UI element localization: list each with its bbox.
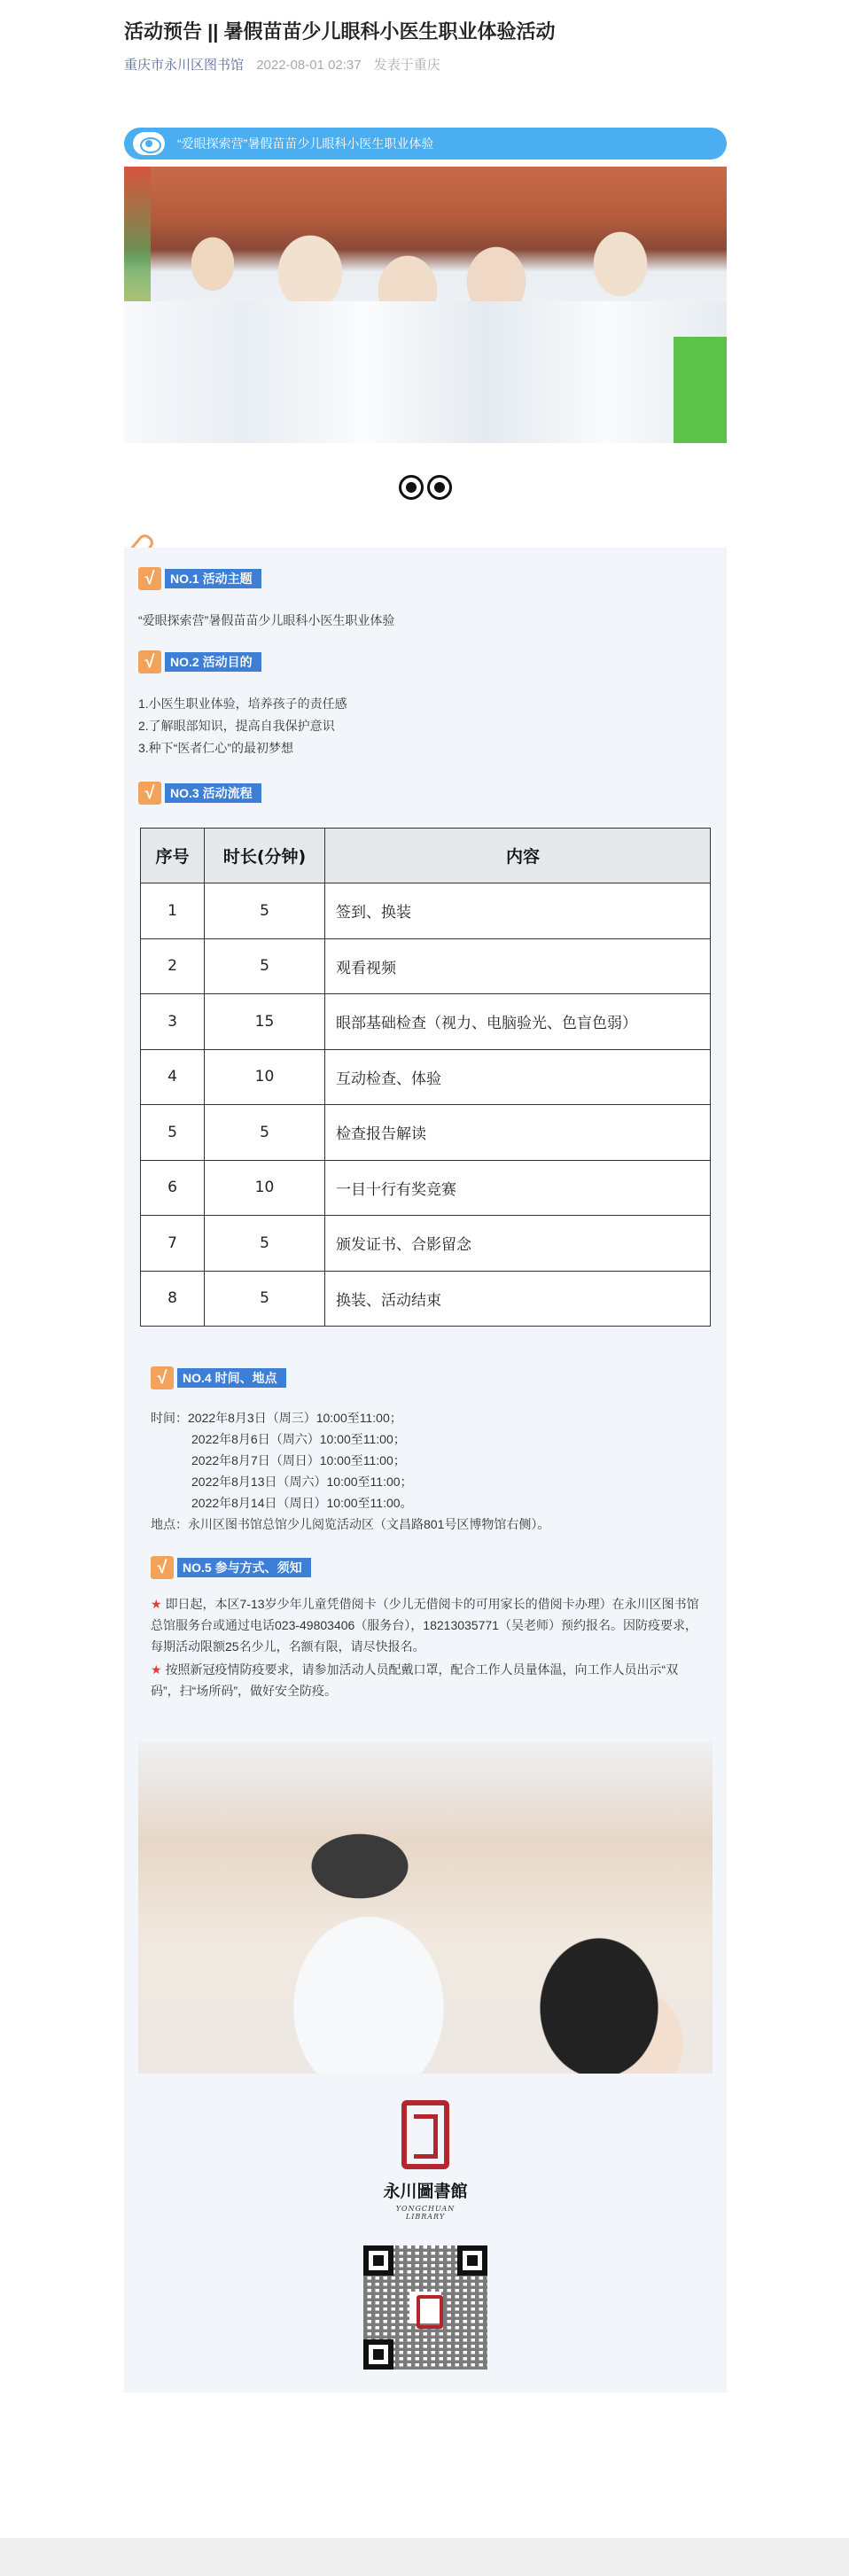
article-meta <box>124 55 440 74</box>
publish-date: 2022-08-01 02:37 <box>256 58 362 73</box>
library-english-name: YONGCHUAN LIBRARY <box>395 2205 456 2221</box>
white-coats <box>124 301 727 443</box>
section-label: NO.3 活动流程 <box>165 783 261 803</box>
table-row <box>141 883 711 939</box>
divider-dots <box>124 475 727 504</box>
cell-content: 一目十行有奖竞赛 <box>325 1160 711 1216</box>
time-line-5: 2022年8月14日（周日）10:00至11:00。 <box>191 1496 413 1510</box>
check-icon: √ <box>151 1556 174 1579</box>
green-stool <box>674 337 727 443</box>
qr-code <box>363 2245 487 2370</box>
content-panel <box>124 548 727 2393</box>
library-name: 永川圖書館 <box>383 2182 468 2201</box>
header-duration: 时长(分钟) <box>205 829 325 883</box>
cell-duration: 5 <box>205 938 325 994</box>
cell-content: 检查报告解读 <box>325 1105 711 1161</box>
banner-bar <box>124 128 727 160</box>
signup-paragraph <box>151 1593 700 1657</box>
check-icon: √ <box>138 782 161 805</box>
activity-photo-vr <box>138 1742 713 2074</box>
banner-text: “爱眼探索营”暑假苗苗少儿眼科小医生职业体验 <box>177 136 434 151</box>
star-icon: ★ <box>151 1597 162 1611</box>
cell-index: 6 <box>141 1160 205 1216</box>
cell-duration: 5 <box>205 1271 325 1327</box>
table-row <box>141 1216 711 1272</box>
library-seal-icon <box>401 2100 449 2169</box>
library-logo <box>375 2100 476 2224</box>
section-label: NO.4 时间、地点 <box>177 1368 286 1388</box>
cell-content: 颁发证书、合影留念 <box>325 1216 711 1272</box>
cell-index: 2 <box>141 938 205 994</box>
header-content: 内容 <box>325 829 711 883</box>
qr-finder <box>363 2339 393 2370</box>
time-line-3: 2022年8月7日（周日）10:00至11:00； <box>191 1453 406 1467</box>
cell-content: 签到、换装 <box>325 883 711 939</box>
cell-content: 观看视频 <box>325 938 711 994</box>
table-header-row <box>141 829 711 883</box>
dot-icon <box>427 475 452 500</box>
safety-paragraph <box>151 1659 700 1701</box>
cell-duration: 15 <box>205 994 325 1050</box>
dot-icon <box>399 475 424 500</box>
purpose-line-1: 1.小医生职业体验，培养孩子的责任感 <box>138 697 347 711</box>
cell-duration: 5 <box>205 1105 325 1161</box>
article-title: 活动预告 || 暑假苗苗少儿眼科小医生职业体验活动 <box>124 20 556 43</box>
safety-text: 按照新冠疫情防疫要求，请参加活动人员配戴口罩，配合工作人员量体温，向工作人员出示“双码”，扫“场所码”，做好安全防疫。 <box>151 1662 679 1698</box>
cell-duration: 10 <box>205 1160 325 1216</box>
qr-finder <box>363 2245 393 2276</box>
cell-content: 互动检查、体验 <box>325 1049 711 1105</box>
table-row <box>141 1160 711 1216</box>
time-line-2: 2022年8月6日（周六）10:00至11:00； <box>191 1432 406 1446</box>
cell-index: 3 <box>141 994 205 1050</box>
check-icon: √ <box>151 1366 174 1389</box>
check-icon: √ <box>138 650 161 673</box>
qr-logo-icon <box>409 2292 441 2323</box>
section-1-body: “爱眼探索营”暑假苗苗少儿眼科小医生职业体验 <box>138 613 395 627</box>
qr-finder <box>457 2245 487 2276</box>
time-prefix: 时间： <box>151 1411 188 1425</box>
section-label: NO.5 参与方式、须知 <box>177 1558 311 1577</box>
section-label: NO.2 活动目的 <box>165 652 261 672</box>
cell-index: 4 <box>141 1049 205 1105</box>
table-row <box>141 1271 711 1327</box>
header-index: 序号 <box>141 829 205 883</box>
cell-content: 眼部基础检查（视力、电脑验光、色盲色弱） <box>325 994 711 1050</box>
purpose-line-2: 2.了解眼部知识，提高自我保护意识 <box>138 719 335 733</box>
cell-content: 换装、活动结束 <box>325 1271 711 1327</box>
time-line-4: 2022年8月13日（周六）10:00至11:00； <box>191 1475 413 1489</box>
purpose-line-3: 3.种下“医者仁心”的最初梦想 <box>138 741 293 755</box>
cell-duration: 5 <box>205 1216 325 1272</box>
cell-index: 7 <box>141 1216 205 1272</box>
star-icon: ★ <box>151 1662 162 1677</box>
place-line: 地点：永川区图书馆总馆少儿阅览活动区（文昌路801号区博物馆右侧）。 <box>151 1517 550 1531</box>
table-row <box>141 1105 711 1161</box>
footer-bar <box>0 2538 849 2576</box>
publish-location: 发表于重庆 <box>373 58 440 73</box>
activity-photo-children <box>124 167 727 443</box>
check-icon: √ <box>138 567 161 590</box>
time-line-1 <box>151 1409 402 1427</box>
table-row <box>141 938 711 994</box>
table-row <box>141 1049 711 1105</box>
cell-index: 5 <box>141 1105 205 1161</box>
time-value: 2022年8月3日（周三）10:00至11:00； <box>188 1411 402 1425</box>
schedule-table <box>140 828 711 1327</box>
signup-text: 即日起，本区7-13岁少年儿童凭借阅卡（少儿无借阅卡的可用家长的借阅卡办理）在永川区图书馆总馆服务台或通过电话023-49803406（服务台），18213035771（吴老师）预约报名。因防疫要求，每期活动限额25名少儿，名额有限，请尽快报名。 <box>151 1597 699 1654</box>
cell-index: 8 <box>141 1271 205 1327</box>
eye-icon <box>133 132 165 155</box>
author-link[interactable]: 重庆市永川区图书馆 <box>124 58 245 73</box>
cell-duration: 10 <box>205 1049 325 1105</box>
table-row <box>141 994 711 1050</box>
section-label: NO.1 活动主题 <box>165 569 261 588</box>
cell-index: 1 <box>141 883 205 939</box>
cell-duration: 5 <box>205 883 325 939</box>
